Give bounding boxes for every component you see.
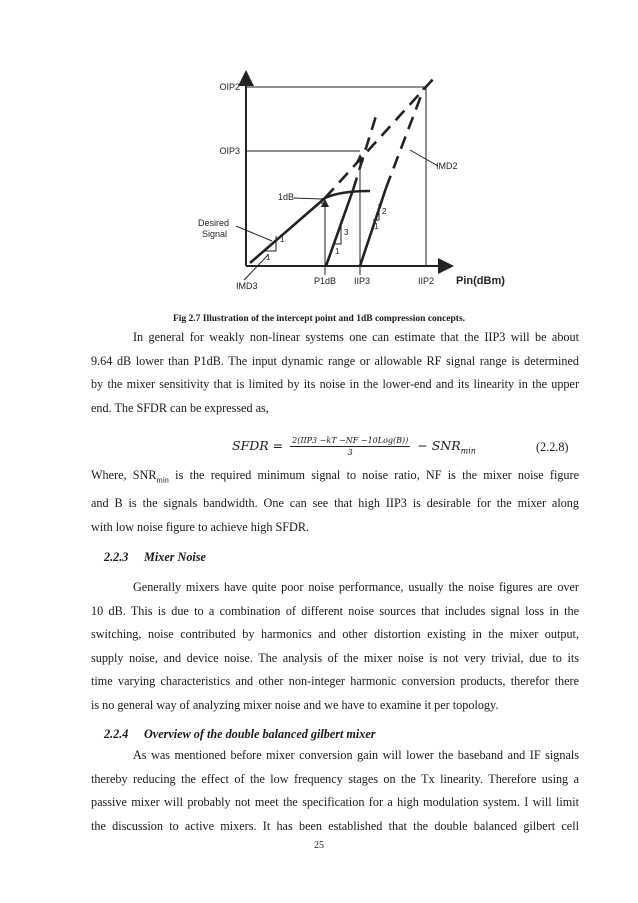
text-line: passive mixer will probably not meet the specification for a high modulation system. I will limit (91, 795, 579, 810)
text-line: the discussion to active mixers. It has been established that the double balanced gilbert cell (91, 818, 579, 833)
slope-label-desired-b: 1 (266, 253, 271, 262)
imd2-line (360, 188, 386, 266)
label-desired-1: Desired (198, 218, 230, 228)
paragraph-iip3-estimate (91, 326, 579, 420)
section-heading-2-2-4: 2.2.4 Overview of the double balanced gilbert mixer (104, 727, 376, 741)
equation-body (232, 436, 476, 457)
text-line: Generally mixers have quite poor noise performance, usually the noise figures are over (133, 580, 579, 594)
equation-rhs: − SNR (417, 438, 461, 453)
text-line: switching, noise contributed by harmonics and other distortion existing in the mixer output, (91, 627, 579, 642)
equation-number: (2.2.8) (536, 440, 569, 454)
figure-caption: Fig 2.7 Illustration of the intercept point and 1dB compression concepts. (172, 314, 466, 324)
label-iip3: IIP3 (353, 276, 371, 286)
label-imd2: IMD2 (436, 161, 458, 171)
label-imd3: IMD3 (236, 281, 258, 291)
equation-rhs-subscript: min (460, 446, 476, 456)
imd2-extrapolation (386, 88, 424, 188)
text-line: As was mentioned before mixer conversion gain will lower the baseband and IF signals (133, 748, 579, 762)
desired-label-arrow (236, 226, 272, 241)
onedb-label-arrow (294, 198, 322, 199)
label-desired-2: Signal (202, 229, 228, 239)
text-line: Where, $SNR_{min}$ is the required minimum signal to noise ratio, NF is the mixer noise figure (91, 468, 579, 485)
intercept-point-figure (190, 58, 530, 298)
slope-label-imd2-2: 2 (382, 207, 387, 216)
text-line: with low noise figure to achieve high SFDR. (91, 519, 309, 534)
text-line: 10 dB. This is due to a combination of different noise sources that includes signal loss in the (91, 603, 579, 618)
paragraph-mixer-noise (91, 576, 579, 718)
text-line: 9.64 dB lower than P1dB. The input dynamic range or allowable RF signal range is determined (91, 353, 579, 368)
slope-label-desired-a: 1 (280, 235, 285, 244)
text-line: end. The SFDR can be expressed as, (91, 400, 269, 415)
equation-lhs: SFDR = (232, 438, 284, 453)
text-line: thereby reducing the effect of the low frequency stages on the Tx linearity. Therefore using a (91, 771, 579, 786)
paragraph-snr-definition (91, 464, 579, 539)
desired-signal-extrapolation (325, 78, 434, 198)
label-1db: 1dB (278, 192, 295, 202)
text-line: is no general way of analyzing mixer noise and we have to examine it per topology. (91, 697, 499, 712)
text-line: by the mixer sensitivity that is limited by its noise in the lower-end and its linearity in the upper (91, 377, 579, 392)
imd2-label-arrow (410, 150, 438, 166)
slope-label-imd3-1: 1 (335, 247, 340, 256)
slope-label-imd3-3: 3 (344, 228, 349, 237)
label-oip3: OIP3 (219, 146, 240, 156)
equation-numerator: 2(IIP3 −kT −NF −10Log(B)) (292, 436, 409, 445)
equation-sfdr (0, 432, 638, 462)
label-iip2: IIP2 (417, 276, 435, 286)
page-number: 25 (314, 840, 324, 851)
label-p1db: P1dB (313, 276, 337, 286)
text-line: In general for weakly non-linear systems one can estimate that the IIP3 will be about (133, 330, 579, 344)
text-line: and B is the signals bandwidth. One can see that high IIP3 is desirable for the mixer along (91, 496, 579, 511)
imd3-line (326, 190, 353, 266)
text-line: time varying characteristics and other non-integer harmonic conversion products, therefor there (91, 674, 579, 689)
slope-label-imd2-1: 1 (374, 222, 379, 231)
equation-denominator: 3 (347, 448, 353, 457)
paragraph-gilbert-mixer (91, 744, 579, 838)
equation-fraction (290, 436, 410, 457)
section-heading-2-2-3: 2.2.3 Mixer Noise (104, 550, 206, 564)
label-pin: Pin(dBm) (456, 275, 505, 287)
imd3-extrapolation (353, 116, 376, 190)
text-line: supply noise, and device noise. The analysis of the mixer noise is not very trivial, due to its (91, 650, 579, 665)
label-oip2: OIP2 (219, 82, 240, 92)
